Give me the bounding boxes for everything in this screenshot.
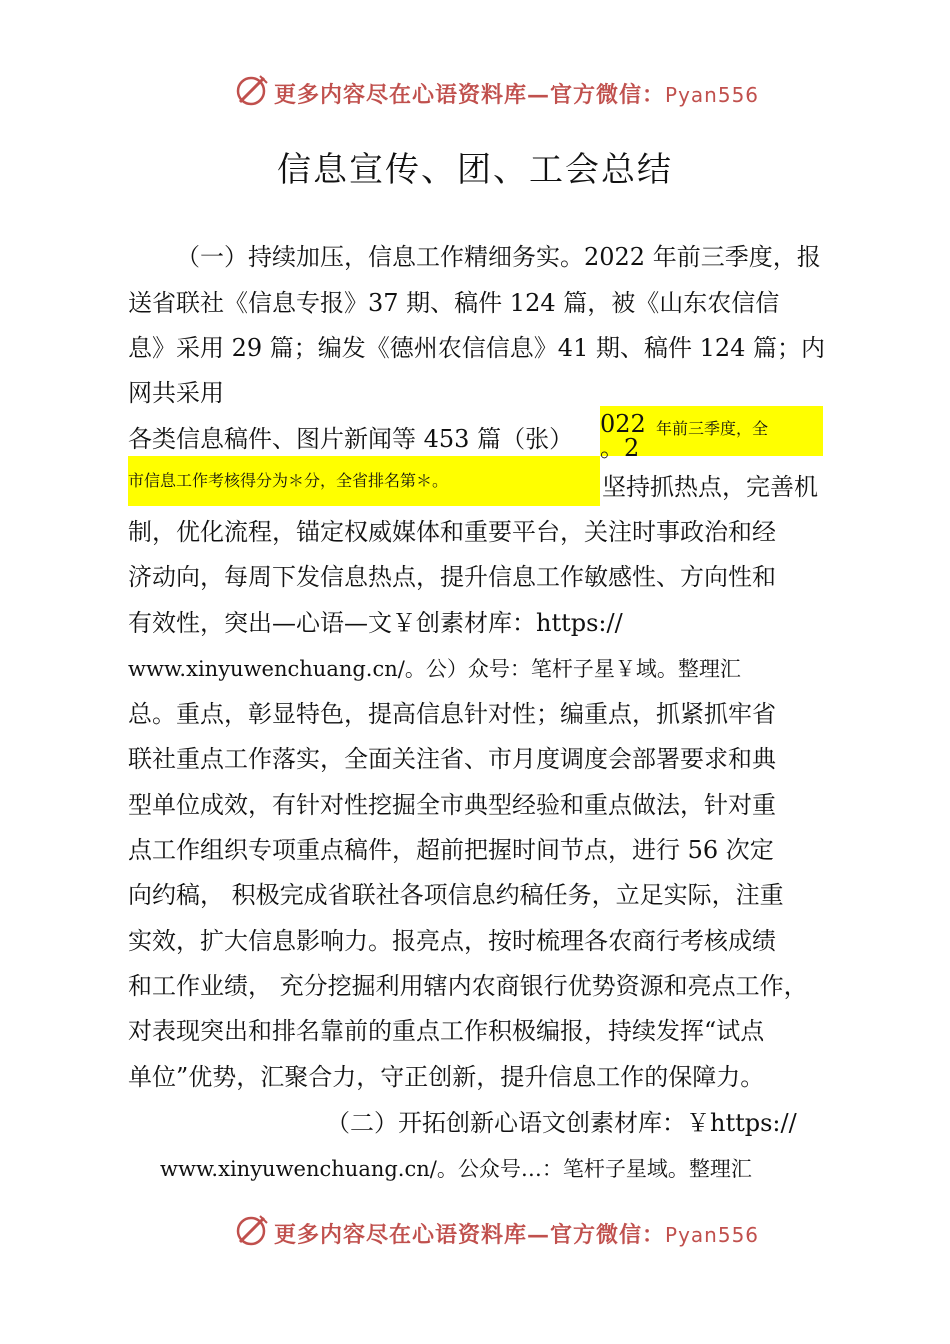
pen-logo-icon xyxy=(234,72,270,108)
banner-main-text: 更多内容尽在心语资料库—官方微信： xyxy=(274,82,666,108)
body-line: 息》采用 29 篇；编发《德州农信信息》41 期、稿件 124 篇；内 xyxy=(128,334,826,362)
body-line: 型单位成效，有针对性挖掘全市典型经验和重点做法，针对重 xyxy=(128,791,776,819)
highlight-fragment: 市信息工作考核得分为＊分，全省排名第＊。 xyxy=(128,471,449,490)
body-line: 向约稿， 积极完成省联社各项信息约稿任务，立足实际，注重 xyxy=(128,881,784,909)
body-line: 和工作业绩， 充分挖掘利用辖内农商银行优势资源和亮点工作， xyxy=(128,972,808,1000)
highlight-fragment: 。2 xyxy=(600,434,640,462)
body-line: 送省联社《信息专报》37 期、稿件 124 篇，被《山东农信信 xyxy=(128,289,780,317)
banner-handle: Pyan556 xyxy=(665,1223,760,1247)
body-line: 网共采用 xyxy=(128,379,224,407)
body-line: 各类信息稿件、图片新闻等 453 篇（张） xyxy=(128,425,574,453)
body-line: （二）开拓创新心语文创素材库：￥https:// xyxy=(326,1109,797,1137)
body-line: 总。重点，彰显特色，提高信息针对性；编重点，抓紧抓牢省 xyxy=(128,700,776,728)
body-line: 对表现突出和排名靠前的重点工作积极编报，持续发挥“试点 xyxy=(128,1017,765,1045)
body-line: 济动向，每周下发信息热点，提升信息工作敏感性、方向性和 xyxy=(128,563,776,591)
header-watermark-banner xyxy=(0,72,950,112)
footer-watermark-banner xyxy=(0,1212,950,1252)
body-line: 制，优化流程，锚定权威媒体和重要平台，关注时事政治和经 xyxy=(128,518,776,546)
body-line: （一）持续加压，信息工作精细务实。2022 年前三季度，报 xyxy=(176,243,821,271)
body-line: 实效，扩大信息影响力。报亮点，按时梳理各农商行考核成绩 xyxy=(128,927,776,955)
body-line: 联社重点工作落实，全面关注省、市月度调度会部署要求和典 xyxy=(128,745,776,773)
body-line: 点工作组织专项重点稿件，超前把握时间节点，进行 56 次定 xyxy=(128,836,774,864)
document-title: 信息宣传、团、工会总结 xyxy=(277,150,673,190)
banner-handle: Pyan556 xyxy=(665,83,760,107)
banner-text xyxy=(274,78,759,109)
banner-main-text: 更多内容尽在心语资料库—官方微信： xyxy=(274,1222,666,1248)
body-line: 有效性，突出—心语—文￥创素材库：https:// xyxy=(128,609,623,637)
body-line: 单位”优势，汇聚合力，守正创新，提升信息工作的保障力。 xyxy=(128,1063,765,1091)
pen-logo-icon xyxy=(234,1212,270,1248)
banner-text xyxy=(274,1218,759,1249)
body-line: www.xinyuwenchuang.cn/。公）众号：笔杆子星￥域。整理汇 xyxy=(128,657,741,681)
body-line: www.xinyuwenchuang.cn/。公众号…：笔杆子星域。整理汇 xyxy=(160,1157,752,1181)
highlight-fragment: 年前三季度，全 xyxy=(656,419,769,438)
highlight-fragment: 022 xyxy=(600,410,646,438)
body-line: 坚持抓热点，完善机 xyxy=(602,473,818,501)
